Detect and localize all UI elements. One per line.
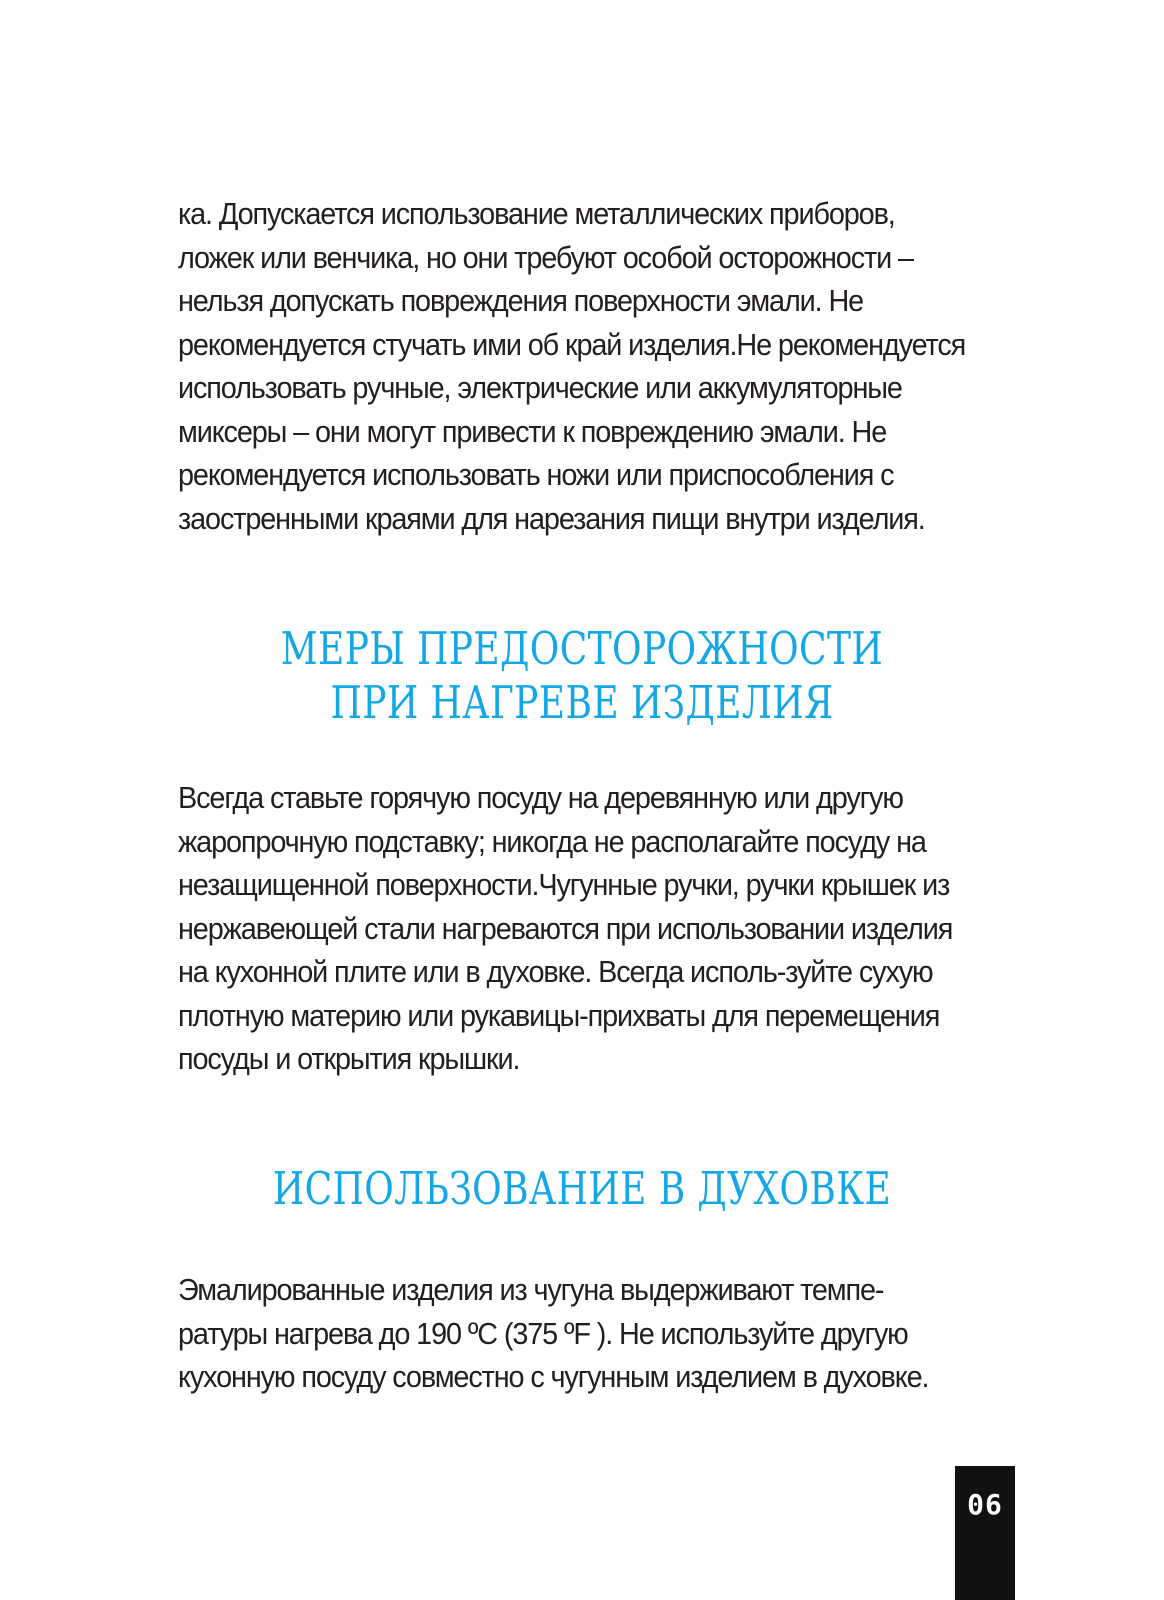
body-paragraph-utensils: ка. Допускается использование металлических приборов, ложек или венчика, но они требуют особой осторожности – нельзя допускать повреждения поверхности эмали. Не рекомендуется стучать ими об край изделия.Не рекомендуется использовать ручные, электрические или аккумуляторные миксеры – они могут привести к повреждению эмали. Не рекомендуется использовать ножи или приспособления с заостренными краями для нарезания пищи внутри изделия. (178, 196, 966, 536)
body-paragraph-oven-temperature: Эмалированные изделия из чугуна выдерживают темпе-ратуры нагрева до 190 ºC (375 ºF ). Не используйте другую кухонную посуду совместно с чугунным изделием в духовке. (178, 1272, 929, 1394)
section-heading-heating-precautions (0, 622, 1164, 730)
section-heading-oven-use (0, 1162, 1164, 1216)
heading-line-1: МЕРЫ ПРЕДОСТОРОЖНОСТИ (280, 622, 884, 675)
heading-line-1: ИСПОЛЬЗОВАНИЕ В ДУХОВКЕ (272, 1162, 892, 1215)
heading-line-2: ПРИ НАГРЕВЕ ИЗДЕЛИЯ (330, 676, 834, 729)
page-number-tab: 06 (955, 1466, 1015, 1600)
body-paragraph-hot-cookware: Всегда ставьте горячую посуду на деревянную или другую жаропрочную подставку; никогда не располагайте посуду на незащищенной поверхности.Чугунные ручки, ручки крышек из нержавеющей стали нагреваются при использовании изделия на кухонной плите или в духовке. Всегда исполь-зуйте сухую плотную материю или рукавицы-прихваты для перемещения посуды и открытия крышки. (178, 780, 953, 1076)
